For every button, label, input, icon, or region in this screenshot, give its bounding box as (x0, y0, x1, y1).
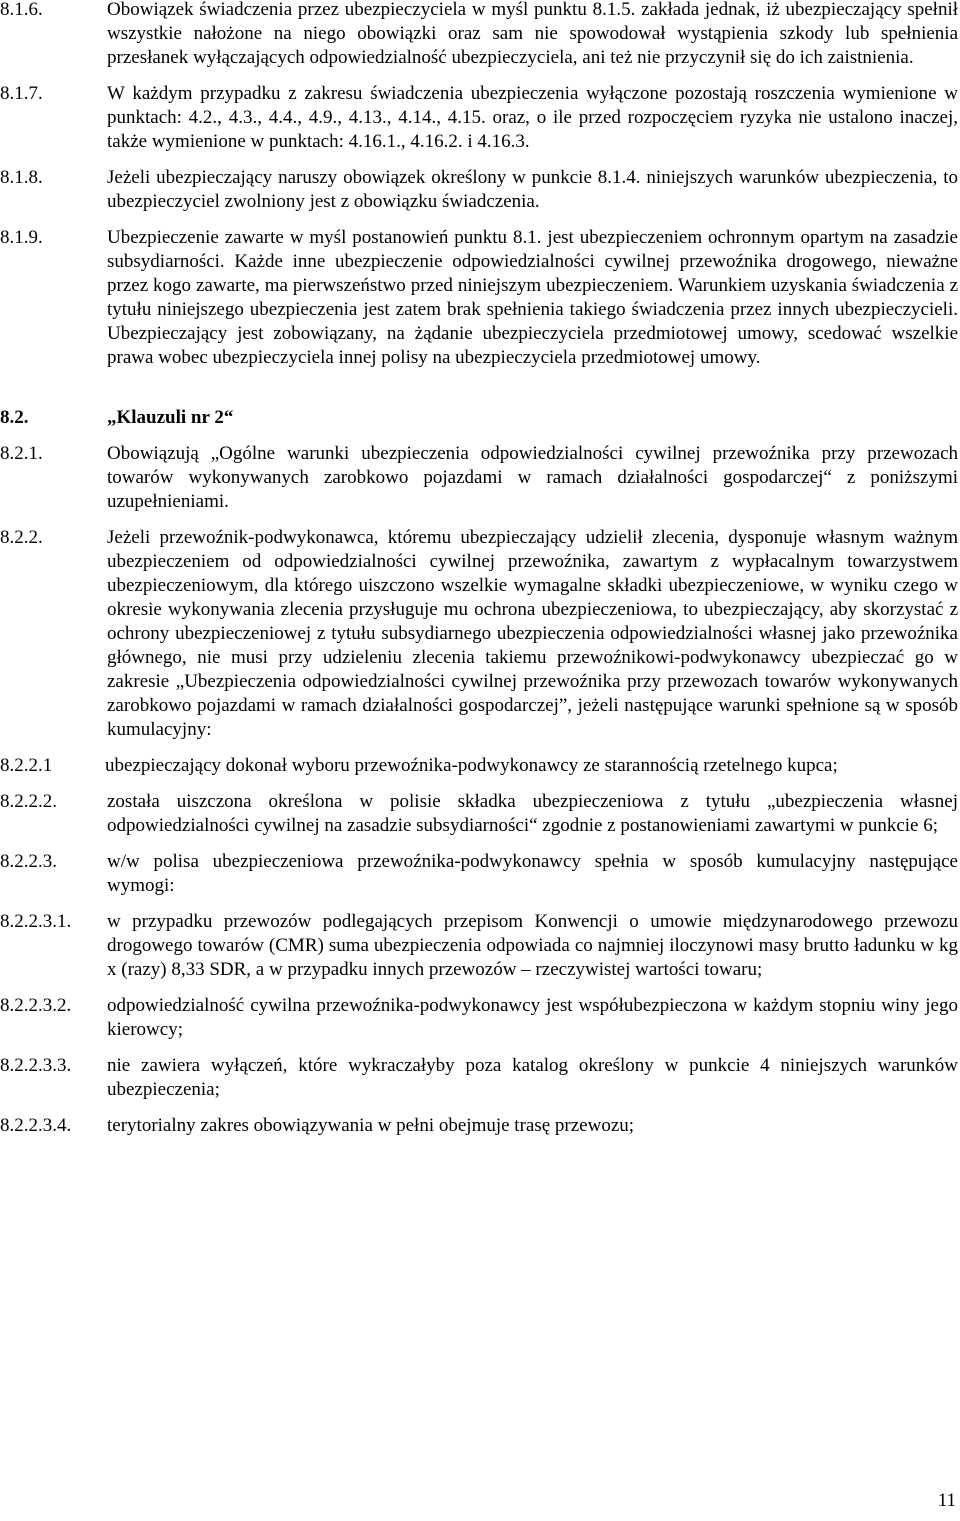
clause-8-1-9 (0, 226, 958, 370)
clause-text: terytorialny zakres obowiązywania w pełni obejmuje trasę przewozu; (107, 1115, 635, 1136)
page-number: 11 (937, 1490, 956, 1511)
clause-8-2-2-3-2 (0, 994, 958, 1042)
clause-number: 8.2.2. (0, 527, 43, 548)
clause-number: 8.2.2.1 (0, 755, 53, 776)
clause-text: ubezpieczający dokonał wyboru przewoźnika-podwykonawcy ze starannością rzetelnego kupca; (105, 755, 838, 776)
clause-8-1-8 (0, 166, 958, 214)
clause-number: 8.1.6. (0, 0, 43, 20)
clause-8-2-2-2 (0, 790, 958, 838)
section-number: 8.2. (0, 407, 29, 428)
clause-8-1-7 (0, 82, 958, 154)
clause-number: 8.1.7. (0, 83, 43, 104)
clause-text: odpowiedzialność cywilna przewoźnika-podwykonawcy jest współubezpieczona w każdym stopniu winy jego kierowcy; (107, 995, 958, 1040)
section-title: „Klauzuli nr 2“ (107, 407, 234, 428)
clause-text: została uiszczona określona w polisie składka ubezpieczeniowa z tytułu „ubezpieczenia własnej odpowiedzialności cywilnej na zasadzie subsydiarności“ zgodnie z postanowieniami zawartymi w punkcie 6; (107, 791, 958, 836)
clause-8-1-6 (0, 0, 958, 70)
clause-number: 8.2.2.3.3. (0, 1055, 72, 1076)
clause-text: Jeżeli ubezpieczający naruszy obowiązek określony w punkcie 8.1.4. niniejszych warunków ubezpieczenia, to ubezpieczyciel zwolniony jest z obowiązku świadczenia. (107, 167, 958, 212)
clause-text: Ubezpieczenie zawarte w myśl postanowień punktu 8.1. jest ubezpieczeniem ochronnym opartym na zasadzie subsydiarności. Każde inne ubezpieczenie odpowiedzialności cywilnej przewoźnika drogowego, nieważne przez kogo zawarte, ma pierwszeństwo przed niniejszym ubezpieczeniem. Warunkiem uzyskania świadczenia z tytułu niniejszego ubezpieczenia jest zatem brak spełnienia takiego świadczenia przez innych ubezpieczycieli. Ubezpieczający jest zobowiązany, na żądanie ubezpieczyciela przedmiotowej umowy, scedować wszelkie prawa wobec ubezpieczyciela innej polisy na ubezpieczyciela przedmiotowej umowy. (107, 227, 958, 368)
clause-text: w przypadku przewozów podlegających przepisom Konwencji o umowie międzynarodowego przewozu drogowego towarów (CMR) suma ubezpieczenia odpowiada co najmniej iloczynowi masy brutto ładunku w kg x (razy) 8,33 SDR, a w przypadku innych przewozów – rzeczywistej wartości towaru; (107, 911, 958, 980)
section-heading-8-2 (0, 406, 958, 430)
clause-text: Obowiązują „Ogólne warunki ubezpieczenia odpowiedzialności cywilnej przewoźnika przy przewozach towarów wykonywanych zarobkowo pojazdami w ramach działalności gospodarczej“ z poniższymi uzupełnieniami. (107, 443, 958, 512)
clause-text: nie zawiera wyłączeń, które wykraczałyby poza katalog określony w punkcie 4 niniejszych warunków ubezpieczenia; (107, 1055, 958, 1100)
clause-number: 8.2.2.3.4. (0, 1115, 72, 1136)
clause-number: 8.1.8. (0, 167, 43, 188)
clause-text: Obowiązek świadczenia przez ubezpieczyciela w myśl punktu 8.1.5. zakłada jednak, iż ubezpieczający spełnił wszystkie nałożone na niego obowiązki oraz sam nie spowodował wystąpienia szkody lub spełnienia przesłanek wyłączających odpowiedzialność ubezpieczyciela, ani też nie przyczynił się do ich zaistnienia. (107, 0, 958, 68)
clause-8-2-2-3-3 (0, 1054, 958, 1102)
clause-8-2-2-1 (0, 754, 958, 778)
clause-number: 8.2.2.2. (0, 791, 57, 812)
clause-number: 8.1.9. (0, 227, 43, 248)
clause-8-2-2 (0, 526, 958, 742)
clause-8-2-1 (0, 442, 958, 514)
clause-8-2-2-3-4 (0, 1114, 958, 1138)
clause-8-2-2-3 (0, 850, 958, 898)
clause-number: 8.2.2.3.1. (0, 911, 72, 932)
clause-number: 8.2.2.3. (0, 851, 57, 872)
clause-text: W każdym przypadku z zakresu świadczenia ubezpieczenia wyłączone pozostają roszczenia wymienione w punktach: 4.2., 4.3., 4.4., 4.9., 4.13., 4.14., 4.15. oraz, o ile przed rozpoczęciem ryzyka nie ustalono inaczej, także wymienione w punktach: 4.16.1., 4.16.2. i 4.16.3. (107, 83, 958, 152)
clause-number: 8.2.1. (0, 443, 43, 464)
clause-text: Jeżeli przewoźnik-podwykonawca, któremu ubezpieczający udzielił zlecenia, dysponuje własnym ważnym ubezpieczeniem od odpowiedzialności cywilnej przewoźnika, zawartym z wypłacalnym towarzystwem ubezpieczeniowym, dla którego uiszczono wszelkie wymagalne składki ubezpieczeniowe, w wyniku czego w okresie wykonywania zlecenia przysługuje mu ochrona ubezpieczeniowa, to ubezpieczający, aby skorzystać z ochrony ubezpieczeniowej z tytułu subsydiarnego ubezpieczenia odpowiedzialności własnej jako przewoźnika głównego, nie musi przy udzieleniu zlecenia takiemu przewoźnikowi-podwykonawcy ubezpieczać go w zakresie „Ubezpieczenia odpowiedzialności cywilnej przewoźnika przy przewozach towarów wykonywanych zarobkowo pojazdami w ramach działalności gospodarczej”, jeżeli następujące warunki spełnione są w sposób kumulacyjny: (107, 527, 958, 740)
clause-text: w/w polisa ubezpieczeniowa przewoźnika-podwykonawcy spełnia w sposób kumulacyjny następujące wymogi: (107, 851, 958, 896)
clause-8-2-2-3-1 (0, 910, 958, 982)
clause-number: 8.2.2.3.2. (0, 995, 72, 1016)
